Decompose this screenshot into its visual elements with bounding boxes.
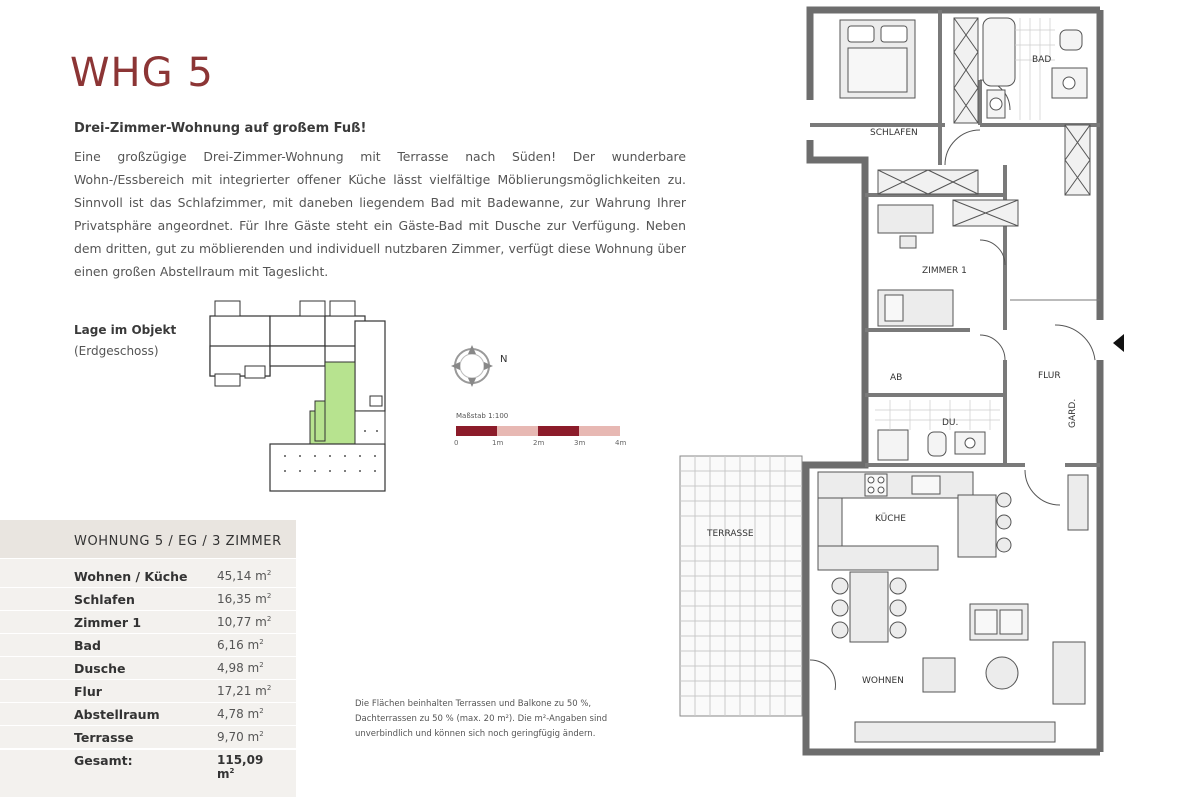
area-table-heading: WOHNUNG 5 / EG / 3 ZIMMER xyxy=(74,534,282,549)
row-value: 16,35 $m^2$ xyxy=(217,592,272,606)
room-label-flur: FLUR xyxy=(1038,371,1061,381)
scale-label: Maßstab 1:100 xyxy=(456,412,509,420)
row-label: Zimmer 1 xyxy=(74,615,142,630)
area-table xyxy=(0,520,296,797)
scale-segment xyxy=(538,426,579,436)
location-label: Lage im Objekt xyxy=(74,323,177,337)
row-label: Flur xyxy=(74,684,102,699)
row-value: 6,16 $m^2$ xyxy=(217,638,264,652)
row-label: Wohnen / Küche xyxy=(74,569,188,584)
room-label-gard: GARD. xyxy=(1068,398,1078,428)
row-value: 9,70 $m^2$ xyxy=(217,730,264,744)
compass-north-label: N xyxy=(500,354,508,365)
row-value: 10,77 $m^2$ xyxy=(217,615,272,629)
scale-tick: 0 xyxy=(454,439,459,447)
scale-ticks xyxy=(450,439,630,449)
entrance-arrow-icon xyxy=(1113,334,1124,352)
row-value: 4,78 $m^2$ xyxy=(217,707,264,721)
compass-icon xyxy=(448,342,518,392)
location-floor: (Erdgeschoss) xyxy=(74,344,159,358)
scale-segment xyxy=(456,426,497,436)
scale-tick: 3m xyxy=(574,439,586,447)
room-label-zimmer1: ZIMMER 1 xyxy=(922,266,967,276)
room-label-schlafen: SCHLAFEN xyxy=(870,128,918,138)
scale-bar xyxy=(456,426,620,436)
subtitle: Drei-Zimmer-Wohnung auf großem Fuß! xyxy=(74,121,367,136)
area-table-header xyxy=(0,520,296,558)
scale-tick: 1m xyxy=(492,439,504,447)
room-label-kueche: KÜCHE xyxy=(875,514,906,524)
terrace xyxy=(680,456,802,716)
total-value: 115,09 $m^2$ xyxy=(217,753,264,781)
row-label: Schlafen xyxy=(74,592,135,607)
room-label-ab: AB xyxy=(890,373,903,383)
area-note: Die Flächen beinhalten Terrassen und Balkone zu 50 %, Dachterrassen zu 50 % (max. 20 m²). Die m²-Angaben sind unverbindlich und können sich noch geringfügig ändern. xyxy=(355,699,608,739)
row-value: 17,21 $m^2$ xyxy=(217,684,272,698)
row-value: 45,14 $m^2$ xyxy=(217,569,272,583)
description: Eine großzügige Drei-Zimmer-Wohnung mit Terrasse nach Süden! Der wunderbare Wohn-/Essbereich mit integrierter offener Küche lässt vielfältige Möblierungsmöglichkeiten zu. Sinnvoll ist das Schlafzimmer, mit daneben liegendem Bad mit Badewanne, zur Wahrung Ihrer Privatsphäre angeordnet. Für Ihre Gäste steht ein Gäste-Bad mit Dusche zur Verfügung. Neben dem dritten, gut zu möblierenden und individuell nutzbaren Zimmer, verfügt diese Wohnung über einen großen Abstellraum mit Tageslicht. xyxy=(74,149,686,279)
page-title: WHG 5 xyxy=(70,50,214,96)
scale-segment xyxy=(497,426,538,436)
site-plan xyxy=(205,296,395,496)
total-label: Gesamt: xyxy=(74,753,133,768)
scale-tick: 2m xyxy=(533,439,545,447)
room-label-terrasse: TERRASSE xyxy=(707,529,754,539)
row-label: Bad xyxy=(74,638,101,653)
row-label: Dusche xyxy=(74,661,126,676)
row-label: Terrasse xyxy=(74,730,134,745)
table-total-row xyxy=(74,753,274,781)
room-label-bad: BAD xyxy=(1032,55,1052,65)
row-label: Abstellraum xyxy=(74,707,160,722)
room-label-wohnen: WOHNEN xyxy=(862,676,904,686)
row-value: 4,98 $m^2$ xyxy=(217,661,264,675)
floor-plan xyxy=(660,0,1200,797)
scale-segment xyxy=(579,426,620,436)
room-label-du: DU. xyxy=(942,418,959,428)
scale-tick: 4m xyxy=(615,439,627,447)
